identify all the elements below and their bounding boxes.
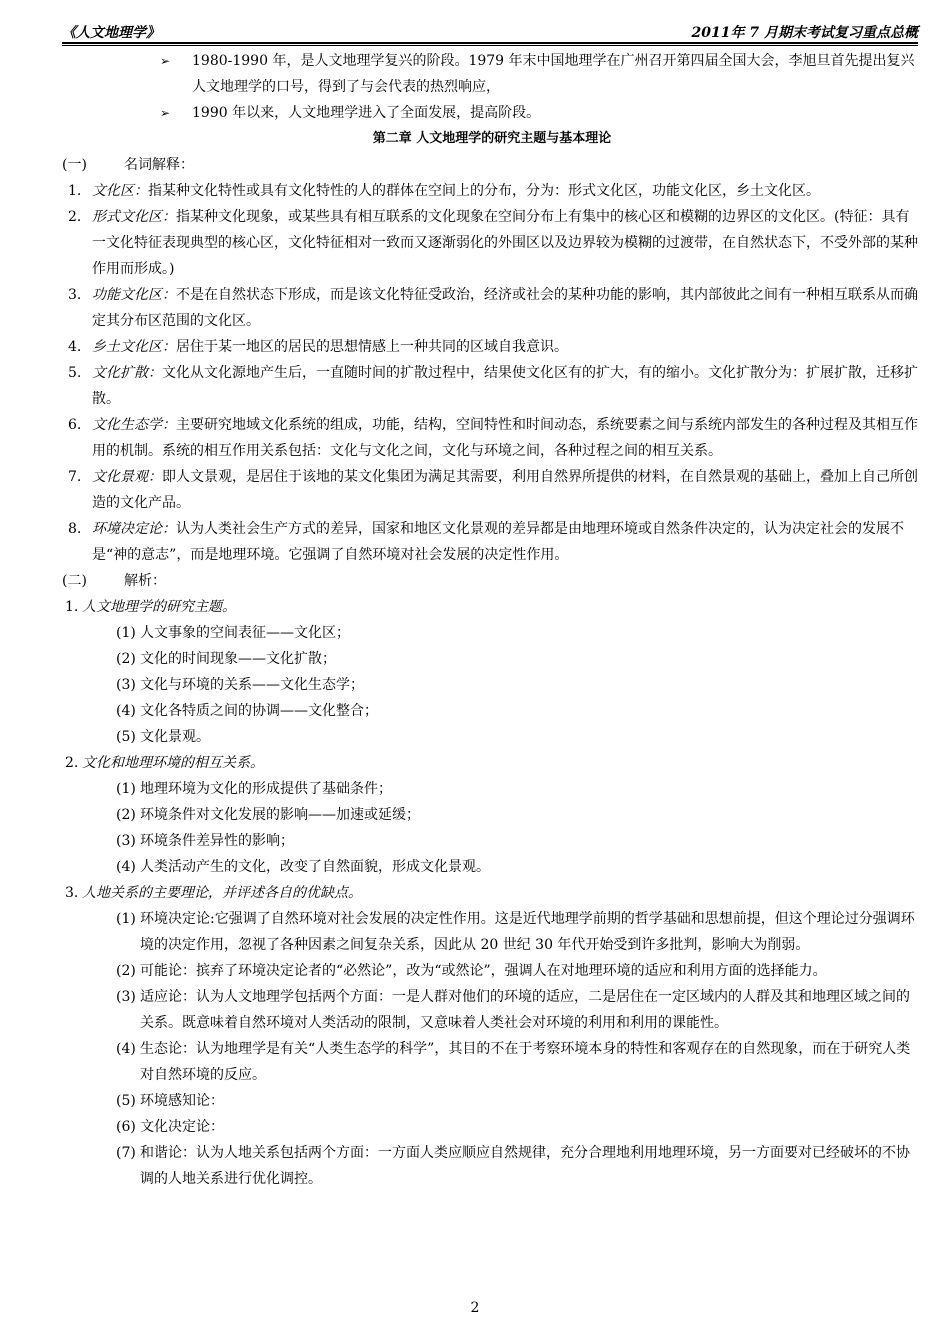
answer-number: (5) <box>116 1093 136 1109</box>
answer-item <box>62 984 922 1036</box>
answer-text: 人文事象的空间表征——文化区； <box>140 625 350 641</box>
term-number: 7. <box>68 469 82 485</box>
answer-number: (1) <box>116 911 136 927</box>
chapter-title: 第二章 人文地理学的研究主题与基本理论 <box>372 131 612 146</box>
term-keyword: 文化生态学： <box>92 417 176 433</box>
term-item <box>62 516 922 568</box>
answer-text: 文化的时间现象——文化扩散； <box>140 651 336 667</box>
answer-text: 人类活动产生的文化，改变了自然面貌，形成文化景观。 <box>140 859 490 875</box>
header-exam-title: 2011年 7 月期末考试复习重点总概 <box>691 25 918 41</box>
answer-text: 适应论：认为人文地理学包括两个方面：一是人群对他们的环境的适应，二是居住在一定区域内的人群及其和地理区域之间的关系。既意味着自然环境对人类活动的限制，又意味着人类社会对环境的利用和利用的课能性。 <box>140 989 910 1031</box>
answer-item <box>62 1114 922 1140</box>
answer-text: 文化各特质之间的协调——文化整合； <box>140 703 378 719</box>
term-definition: 主要研究地域文化系统的组成，功能，结构，空间特性和时间动态，系统要素之间与系统内部发生的各种过程及其相互作用的机制。系统的相互作用关系包括：文化与文化之间，文化与环境之间，各种过程之间的相互关系。 <box>92 417 918 459</box>
answer-text: 文化景观。 <box>140 729 210 745</box>
section-number: (一) <box>62 157 87 173</box>
section-number: (二) <box>62 573 87 589</box>
term-item <box>62 464 922 516</box>
term-number: 5. <box>68 365 82 381</box>
answer-text: 文化与环境的关系——文化生态学； <box>140 677 364 693</box>
answer-item <box>62 828 922 854</box>
term-definition: 不是在自然状态下形成，而是该文化特征受政治，经济或社会的某种功能的影响，其内部彼此之间有一种相互联系从而确定其分布区范围的文化区。 <box>92 287 918 329</box>
answer-text: 可能论：摈弃了环境决定论者的“必然论”，改为“或然论”，强调人在对地理环境的适应和利用方面的选择能力。 <box>140 963 827 979</box>
answer-number: (3) <box>116 677 136 693</box>
answer-item <box>62 906 922 958</box>
answer-text: 环境条件差异性的影响； <box>140 833 294 849</box>
term-definition: 指某种文化现象，或某些具有相互联系的文化现象在空间分布上有集中的核心区和模糊的边界区的文化区。(特征：具有一文化特征表现典型的核心区，文化特征相对一致而又逐渐弱化的外围区以及边界较为模糊的过渡带，在自然状态下，不受外部的某种作用而形成。) <box>92 209 918 277</box>
answer-number: (3) <box>116 833 136 849</box>
term-definition: 文化从文化源地产生后，一直随时间的扩散过程中，结果使文化区有的扩大，有的缩小。文化扩散分为：扩展扩散，迁移扩散。 <box>92 365 918 407</box>
answer-text: 环境感知论： <box>140 1093 224 1109</box>
question-heading <box>62 750 922 776</box>
arrow-bullet-icon: ➢ <box>160 54 171 68</box>
answer-number: (4) <box>116 703 136 719</box>
term-item <box>62 412 922 464</box>
answer-item <box>62 1140 922 1192</box>
section-heading <box>62 152 922 178</box>
term-keyword: 形式文化区： <box>92 209 176 225</box>
answer-item <box>62 776 922 802</box>
answer-text: 生态论：认为地理学是有关“人类生态学的科学”，其目的不在于考察环境本身的特性和客观存在的自然现象，而在于研究人类对自然环境的反应。 <box>140 1041 911 1083</box>
term-keyword: 文化扩散： <box>92 365 162 381</box>
question-number: 2. <box>65 755 79 771</box>
section-title: 名词解释： <box>124 157 194 173</box>
term-keyword: 文化区： <box>92 183 148 199</box>
answer-text: 和谐论：认为人地关系包括两个方面：一方面人类应顺应自然规律，充分合理地利用地理环境，另一方面要对已经破坏的不协调的人地关系进行优化调控。 <box>140 1145 910 1187</box>
answer-number: (5) <box>116 729 136 745</box>
answer-item <box>62 1088 922 1114</box>
page-content <box>62 48 922 1192</box>
answer-number: (7) <box>116 1145 136 1161</box>
question-title: 文化和地理环境的相互关系。 <box>82 755 264 771</box>
term-number: 2. <box>68 209 82 225</box>
answer-number: (4) <box>116 859 136 875</box>
answer-text: 环境决定论:它强调了自然环境对社会发展的决定性作用。这是近代地理学前期的哲学基础和思想前提，但这个理论过分强调环境的决定作用，忽视了各种因素之间复杂关系，因此从 20 世纪 30 年代开始受到许多批判，影响大为削弱。 <box>140 911 915 953</box>
answer-number: (2) <box>116 963 136 979</box>
page-number: 2 <box>470 1300 480 1316</box>
question-title: 人文地理学的研究主题。 <box>82 599 236 615</box>
term-definition: 认为人类社会生产方式的差异，国家和地区文化景观的差异都是由地理环境或自然条件决定的，认为决定社会的发展不是“神的意志”，而是地理环境。它强调了自然环境对社会发展的决定性作用。 <box>92 521 904 563</box>
header-course-title: 《人文地理学》 <box>62 25 160 41</box>
term-keyword: 环境决定论： <box>92 521 176 537</box>
bullet-text: 1990 年以来，人文地理学进入了全面发展，提高阶段。 <box>192 105 541 121</box>
question-number: 3. <box>65 885 79 901</box>
answer-number: (1) <box>116 781 136 797</box>
answer-number: (2) <box>116 651 136 667</box>
term-item <box>62 282 922 334</box>
term-number: 3. <box>68 287 82 303</box>
term-number: 4. <box>68 339 82 355</box>
header-rule <box>62 42 918 46</box>
answer-text: 环境条件对文化发展的影响——加速或延缓； <box>140 807 420 823</box>
term-list <box>62 178 922 568</box>
answer-item <box>62 802 922 828</box>
term-number: 8. <box>68 521 82 537</box>
answer-item <box>62 1036 922 1088</box>
answer-text: 文化决定论： <box>140 1119 224 1135</box>
term-keyword: 功能文化区： <box>92 287 176 303</box>
answer-number: (6) <box>116 1119 136 1135</box>
answer-number: (4) <box>116 1041 136 1057</box>
bullet-item <box>62 48 922 100</box>
term-keyword: 文化景观： <box>92 469 162 485</box>
question-title: 人地关系的主要理论，并评述各自的优缺点。 <box>82 885 362 901</box>
term-item <box>62 204 922 282</box>
term-definition: 即人文景观，是居住于该地的某文化集团为满足其需要，利用自然界所提供的材料，在自然景观的基础上，叠加上自己所创造的文化产品。 <box>92 469 918 511</box>
term-item <box>62 178 922 204</box>
answer-item <box>62 724 922 750</box>
bullet-item <box>62 100 922 126</box>
section-title: 解析： <box>124 573 166 589</box>
term-item <box>62 334 922 360</box>
answer-text: 地理环境为文化的形成提供了基础条件； <box>140 781 392 797</box>
question-heading <box>62 594 922 620</box>
answer-item <box>62 672 922 698</box>
answer-number: (3) <box>116 989 136 1005</box>
term-item <box>62 360 922 412</box>
answer-number: (2) <box>116 807 136 823</box>
question-heading <box>62 880 922 906</box>
term-keyword: 乡土文化区： <box>92 339 176 355</box>
arrow-bullet-icon: ➢ <box>160 106 171 120</box>
answer-item <box>62 698 922 724</box>
page-header <box>62 22 918 42</box>
term-number: 6. <box>68 417 82 433</box>
term-definition: 居住于某一地区的居民的思想情感上一种共同的区域自我意识。 <box>176 339 568 355</box>
question-list <box>62 594 922 1192</box>
bullet-text: 1980-1990 年，是人文地理学复兴的阶段。1979 年末中国地理学在广州召开第四届全国大会，李旭旦首先提出复兴人文地理学的口号，得到了与会代表的热烈响应， <box>192 53 915 95</box>
question-number: 1. <box>65 599 79 615</box>
term-definition: 指某种文化特性或具有文化特性的人的群体在空间上的分布，分为：形式文化区，功能文化区，乡土文化区。 <box>148 183 820 199</box>
answer-item <box>62 646 922 672</box>
answer-item <box>62 620 922 646</box>
section-heading <box>62 568 922 594</box>
answer-item <box>62 958 922 984</box>
answer-item <box>62 854 922 880</box>
answer-number: (1) <box>116 625 136 641</box>
term-number: 1. <box>68 183 82 199</box>
